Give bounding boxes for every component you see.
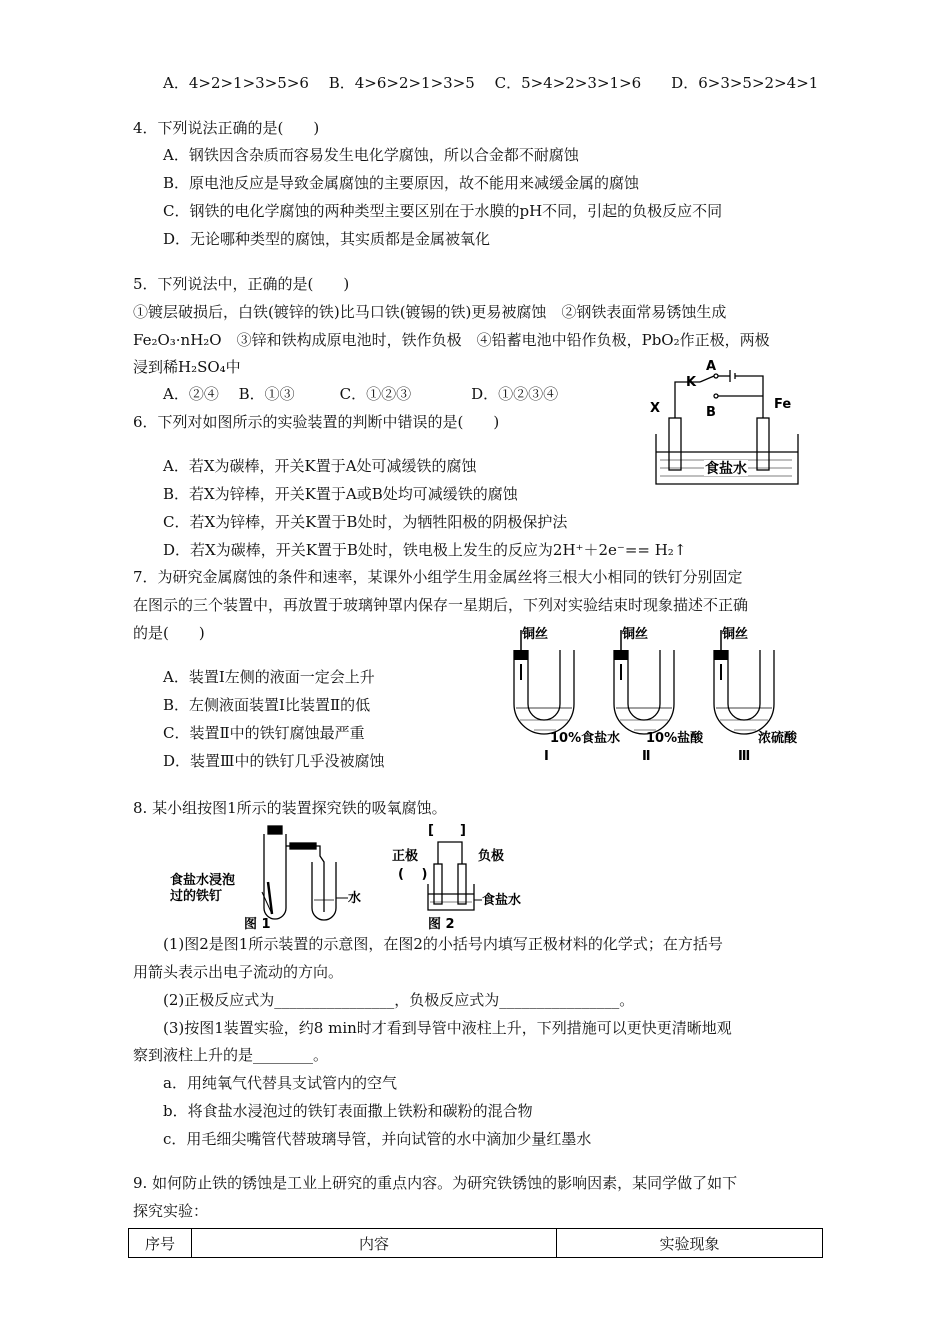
q8-part2: (2)正极反应式为________________，负极反应式为________________。 (163, 991, 635, 1009)
q8-option-c: c．用毛细尖嘴管代替玻璃导管，并向试管的水中滴加少量红墨水 (163, 1130, 592, 1148)
q7-solution-label-2: 10%盐酸 (646, 731, 704, 746)
q8-fig1-nail-label-2: 过的铁钉 (170, 889, 223, 904)
q5-stem: 5．下列说法中，正确的是( ) (133, 275, 350, 293)
q6-stem: 6．下列对如图所示的实验装置的判断中错误的是( ) (133, 413, 500, 431)
q8-fig2-caption: 图 2 (428, 917, 455, 932)
q9-experiment-table (128, 1228, 823, 1258)
q6-label-solution: 食盐水 (705, 461, 747, 477)
q8-fig2-solution-label: 食盐水 (482, 893, 522, 908)
q8-fig1-caption: 图 1 (244, 917, 271, 932)
q7-u-tube-2 (614, 626, 704, 764)
q7-line2: 在图示的三个装置中，再放置于玻璃钟罩内保存一星期后，下列对实验结束时现象描述不正确 (133, 596, 749, 614)
q8-stem: 8. 某小组按图1所示的装置探究铁的吸氧腐蚀。 (133, 799, 447, 817)
q8-fig2-bracket: [ ] (428, 823, 466, 838)
q7-option-d: D．装置Ⅲ中的铁钉几乎没被腐蚀 (163, 752, 385, 770)
q7-number-1: Ⅰ (544, 749, 549, 764)
q4-option-a: A．钢铁因含杂质而容易发生电化学腐蚀，所以合金都不耐腐蚀 (163, 146, 579, 164)
q3-options: A．4>2>1>3>5>6 B．4>6>2>1>3>5 C．5>4>2>3>1>6 D．6>3>5>2>4>1 (163, 74, 819, 92)
q6-option-c: C．若X为锌棒，开关K置于B处时，为牺牲阳极的阴极保护法 (163, 513, 568, 531)
q8-fig2-negative-label: 负极 (478, 849, 505, 864)
q9-line2: 探究实验： (133, 1202, 209, 1220)
q4-option-b: B．原电池反应是导致金属腐蚀的主要原因，故不能用来减缓金属的腐蚀 (163, 174, 640, 192)
q7-option-c: C．装置Ⅱ中的铁钉腐蚀最严重 (163, 724, 365, 742)
q7-u-tubes-figure (508, 624, 808, 766)
q8-fig1-water-label: 水 (348, 891, 362, 906)
q5-options: A．②④ B．①③ C．①②③ D．①②③④ (163, 385, 559, 403)
q7-wire-label-3: 铜丝 (722, 627, 749, 642)
q7-option-a: A．装置Ⅰ左侧的液面一定会上升 (163, 668, 375, 686)
q7-number-2: Ⅱ (642, 749, 651, 764)
q4-option-d: D．无论哪种类型的腐蚀，其实质都是金属被氧化 (163, 230, 491, 248)
q7-solution-label-3: 浓硫酸 (758, 731, 798, 746)
q6-label-k: K (686, 375, 697, 390)
q7-line1: 7．为研究金属腐蚀的条件和速率，某课外小组学生用金属丝将三根大小相同的铁钉分别固定 (133, 568, 743, 586)
q7-number-3: Ⅲ (738, 749, 751, 764)
table-header-row (129, 1229, 823, 1258)
q5-line2: Fe₂O₃·nH₂O ③锌和铁构成原电池时，铁作负极 ④铅蓄电池中铅作负极，PbO₂作正极，两极 (133, 331, 770, 349)
q7-line3: 的是( ) (133, 624, 205, 642)
q8-part3-line2: 察到液柱上升的是________。 (133, 1046, 329, 1064)
q8-part1-line2: 用箭头表示出电子流动的方向。 (133, 963, 344, 981)
q8-option-b: b．将食盐水浸泡过的铁钉表面撒上铁粉和碳粉的混合物 (163, 1102, 533, 1120)
q8-fig2-positive-label: 正极 (392, 849, 419, 864)
q6-label-a: A (706, 359, 717, 374)
q7-u-tube-1 (514, 626, 620, 764)
table-header-number: 序号 (129, 1229, 192, 1258)
table-header-observation: 实验现象 (557, 1229, 823, 1258)
q4-option-c: C．钢铁的电化学腐蚀的两种类型主要区别在于水膜的pH不同，引起的负极反应不同 (163, 202, 723, 220)
table-header-content: 内容 (192, 1229, 557, 1258)
q9-line1: 9. 如何防止铁的锈蚀是工业上研究的重点内容。为研究铁锈蚀的影响因素，某同学做了如下 (133, 1174, 738, 1192)
q7-wire-label-2: 铜丝 (622, 627, 649, 642)
q8-figure-1 (168, 822, 368, 932)
q7-option-b: B．左侧液面装置Ⅰ比装置Ⅱ的低 (163, 696, 371, 714)
q7-wire-label-1: 铜丝 (522, 627, 549, 642)
q4-stem: 4．下列说法正确的是( ) (133, 119, 320, 137)
q8-option-a: a．用纯氧气代替具支试管内的空气 (163, 1074, 397, 1092)
q6-option-d: D．若X为碳棒，开关K置于B处时，铁电极上发生的反应为2H⁺＋2e⁻== H₂↑ (163, 541, 687, 559)
q5-line1: ①镀层破损后，白铁(镀锌的铁)比马口铁(镀锡的铁)更易被腐蚀 ②钢铁表面常易锈蚀生成 (133, 303, 727, 321)
q8-figure-2 (390, 822, 550, 932)
q5-line3: 浸到稀H₂SO₄中 (133, 358, 241, 376)
q7-u-tube-3 (714, 626, 798, 764)
q8-part1-line1: (1)图2是图1所示装置的示意图，在图2的小括号内填写正极材料的化学式；在方括号 (163, 935, 723, 953)
q6-label-fe: Fe (774, 397, 792, 412)
q8-fig1-nail-label-1: 食盐水浸泡 (170, 873, 236, 888)
q6-label-b: B (706, 405, 716, 420)
q6-option-a: A．若X为碳棒，开关K置于A处可减缓铁的腐蚀 (163, 457, 477, 475)
q8-fig2-paren: ( ) (398, 867, 428, 882)
q7-solution-label-1: 10%食盐水 (550, 731, 621, 746)
q6-apparatus-figure (642, 356, 812, 494)
q6-label-x: X (650, 401, 661, 416)
q6-option-b: B．若X为锌棒，开关K置于A或B处均可减缓铁的腐蚀 (163, 485, 518, 503)
q8-part3-line1: (3)按图1装置实验，约8 min时才看到导管中液柱上升，下列措施可以更快更清晰地观 (163, 1019, 732, 1037)
